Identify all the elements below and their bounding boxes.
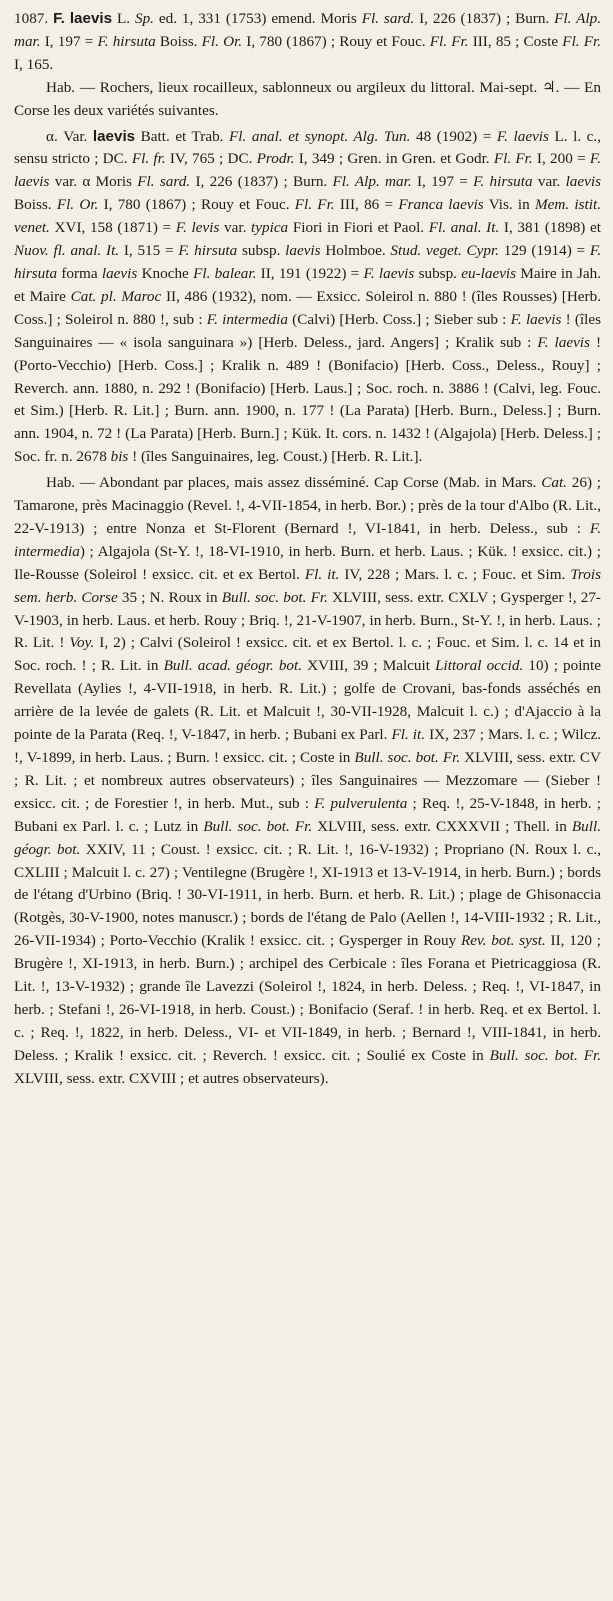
text-run: Bull. géogr. bot. xyxy=(14,817,601,858)
text-run: Fl. it. xyxy=(304,565,340,583)
text-run: Fl. anal. It. xyxy=(428,219,500,237)
text-run: I, 780 (1867) ; Rouy et Fouc. xyxy=(242,32,430,50)
text-run: Holmboe. xyxy=(320,242,391,260)
text-run: Vis. in xyxy=(483,196,535,214)
text-run: L. l. c., sensu stricto ; DC. xyxy=(14,127,602,168)
text-run: F. levis xyxy=(175,219,220,237)
text-run: I, 2) ; Calvi (Soleirol ! exsicc. cit. et ex Bertol. l. c. ; Fouc. et Sim. l. c. 14 et in Soc. roch. ! ; R. Lit. in xyxy=(14,634,602,675)
text-run: I, 349 ; Gren. in Gren. et Godr. xyxy=(294,150,494,168)
text-run: Stud. veget. Cypr. xyxy=(390,242,500,260)
text-run: laevis xyxy=(285,242,321,260)
text-run: 26) ; Tamarone, près Macinaggio (Revel. !, 4-VII-1854, in herb. Bor.) ; près de la tour d'Albo (R. Lit., 22-V-1913) ; entre Nonza et St-Florent (Bernard !, VI-1841, in herb. Deless., sub : xyxy=(14,474,601,537)
text-run: Bull. acad. géogr. bot. xyxy=(163,657,303,675)
text-run: laevis xyxy=(565,173,601,191)
text-run: F. intermedia xyxy=(206,310,288,328)
text-run: F. laevis xyxy=(363,264,415,282)
text-run: XVI, 158 (1871) = xyxy=(49,219,176,237)
variety-alpha-synonymy xyxy=(14,126,601,470)
text-run: Sp. xyxy=(134,10,154,27)
text-run: F. hirsuta xyxy=(473,173,533,191)
text-run: laevis xyxy=(101,264,138,282)
text-run: var. xyxy=(219,219,252,237)
text-run: III, 86 = xyxy=(334,196,399,214)
species-genus: F. xyxy=(53,10,65,27)
text-run: F. hirsuta xyxy=(14,242,601,282)
text-run: F. pulverulenta xyxy=(314,794,408,812)
text-run: Fl. anal. et synopt. Alg. Tun. xyxy=(229,127,411,145)
text-run: XLVIII, sess. extr. CXLV ; Gysperger !, 27-V-1903, in herb. Laus. et herb. Rouy ; Briq. !, 21-V-1907, in herb. Burn., St-Y. !, in herb. Laus. ; R. Lit. ! xyxy=(14,588,601,652)
text-run: ! (Porto-Vecchio) [Herb. Coss.] ; Kralik n. 489 ! (Bonifacio) [Herb. Coss., Deless., Rouy] ; Reverch. ann. 1880, n. 292 ! (Bonifacio) [Herb. Laus.] ; Soc. roch. n. 3886 ! (Calvi, leg. Fouc. et Sim.) [Herb. R. Lit.] ; Burn. ann. 1900, n. 177 ! (La Parata) [Herb. Burn., Deless.] ; Burn. ann. 1904, n. 72 ! (La Parata) [Herb. Burn.] ; Kük. It. cors. n. 1432 ! (Algajola) [Herb. Deless.] ; Soc. fr. n. 2678 xyxy=(14,333,602,466)
text-run: Fl. Fr. xyxy=(429,32,469,50)
text-run: F. hirsuta xyxy=(178,242,238,260)
text-run: Fl. Alp. mar. xyxy=(14,10,601,50)
text-run: ! (îles Sanguinaires, leg. Coust.) [Herb. R. Lit.]. xyxy=(128,448,423,466)
text-run: XLVIII, sess. extr. CV ; R. Lit. ; et nombreux autres observateurs) ; îles Sanguinaires — Mezzomare — (Sieber ! exsicc. cit. ; de Forestier !, in herb. Mut., sub : xyxy=(14,749,601,812)
text-run: forma xyxy=(57,264,102,282)
text-run: XLVIII, sess. extr. CXXXVII ; Thell. in xyxy=(312,817,572,835)
text-run: subsp. xyxy=(237,242,286,260)
text-run: XVIII, 39 ; Malcuit xyxy=(302,657,436,675)
text-run: Prodr. xyxy=(256,150,295,168)
text-run: IV, 228 ; Mars. l. c. ; Fouc. et Sim. xyxy=(339,565,571,583)
text-run: Fiori in Fiori et Paol. xyxy=(288,219,429,237)
text-run: I, 200 = xyxy=(532,150,590,168)
text-run: Cat. pl. Maroc xyxy=(70,287,162,305)
habitat-general xyxy=(14,77,601,123)
text-run: F. intermedia xyxy=(14,519,601,560)
text-run: Rev. bot. syst. xyxy=(461,932,546,950)
text-run: Fl. sard. xyxy=(361,10,415,27)
text-run: Fl. balear. xyxy=(193,264,257,282)
text-run: 129 (1914) = xyxy=(499,242,590,260)
text-run: typica xyxy=(251,219,289,237)
species-epithet: laevis xyxy=(69,10,113,27)
text-run: F. laevis xyxy=(537,333,590,351)
text-run: II, 486 (1932), nom. — Exsicc. Soleirol n. 880 ! (îles Rousses) [Herb. Coss.] ; Soleirol n. 880 !, sub : xyxy=(14,287,601,328)
text-run: 35 ; N. Roux in xyxy=(117,588,222,606)
text-run: Trois sem. herb. Corse xyxy=(14,565,602,606)
text-run: I, 197 = xyxy=(40,32,98,50)
text-run: Batt. et Trab. xyxy=(135,127,230,145)
text-run: (Calvi) [Herb. Coss.] ; Sieber sub : xyxy=(287,310,511,328)
text-run: F. laevis xyxy=(14,150,602,191)
text-run: II, 120 ; Brugère !, XI-1913, in herb. Burn.) ; archipel des Cerbicale : îles Forana et Pietricaggiosa (R. Lit. !, 13-V-1932) ; grande île Lavezzi (Soleirol !, 1824, in herb. Deless. ; Req. !, VI-1847, in herb. ; Stefani !, 26-VI-1918, in herb. Coust.) ; Bonifacio (Seraf. ! in herb. Req. et ex Bertol. l. c. ; Req. !, 1822, in herb. Deless., VI- et VII-1849, in herb. ; Bernard !, VIII-1841, in herb. Deless. ; Kralik ! exsicc. cit. ; Reverch. ! exsicc. cit. ; Soulié ex Coste in xyxy=(14,932,601,1064)
text-run: α. Var. xyxy=(46,127,93,145)
text-run: XLVIII, sess. extr. CXVIII ; et autres observateurs). xyxy=(14,1069,329,1087)
text-run: ; Req. !, 25-V-1848, in herb. ; Bubani ex Parl. l. c. ; Lutz in xyxy=(14,794,601,835)
text-run: Fl. sard. xyxy=(137,173,191,191)
text-run: Bull. soc. bot. Fr. xyxy=(221,588,328,606)
text-run: Cat. xyxy=(541,474,567,492)
text-run: Littoral occid. xyxy=(435,657,524,675)
text-run: Boiss. xyxy=(155,32,202,50)
species-entry xyxy=(14,8,601,77)
text-run: I, 165. xyxy=(14,55,54,73)
text-run: XXIV, 11 ; Coust. ! exsicc. cit. ; R. Lit. !, 16-V-1932) ; Propriano (N. Roux l. c., CXLIII ; Malcuit l. c. 27) ; Ventilegne (Brugère !, XI-1913 et 13-V-1914, in herb. Burn.) ; bords de l'étang d'Urbino (Briq. ! 30-VI-1911, in herb. Burn. et herb. R. Lit.) ; plage de Ghisonaccia (Rotgès, 30-V-1900, notes manuscr.) ; bords de l'étang de Palo (Aellen !, 14-VIII-1932 ; R. Lit., 26-VII-1934) ; Porto-Vecchio (Kralik ! exsicc. cit. ; Gysperger in Rouy xyxy=(14,840,602,950)
text-run: Voy. xyxy=(69,634,95,652)
text-run: Bull. soc. bot. Fr. xyxy=(203,817,313,835)
text-run: ed. 1, 331 (1753) emend. Moris xyxy=(153,10,362,27)
text-run: Fl. fr. xyxy=(131,150,166,168)
text-run: laevis xyxy=(92,127,136,145)
text-run: Fl. Or. xyxy=(56,196,99,214)
text-run: var. α Moris xyxy=(49,173,138,191)
text-run: III, 85 ; Coste xyxy=(468,32,563,50)
text-run: I, 226 (1837) ; Burn. xyxy=(190,173,333,191)
species-author: L. xyxy=(112,10,135,27)
text-run: 48 (1902) = xyxy=(410,127,497,145)
text-run: Hab. — Rochers, lieux rocailleux, sablonneux ou argileux du littoral. Mai-sept. ♃. — En Corse les deux variétés suivantes. xyxy=(14,78,601,119)
text-run: I, 780 (1867) ; Rouy et Fouc. xyxy=(98,196,295,214)
text-run: bis xyxy=(110,448,129,466)
entry-number: 1087. xyxy=(14,10,49,27)
text-run: IV, 765 ; DC. xyxy=(165,150,257,168)
text-run: subsp. xyxy=(414,264,462,282)
text-run: Fl. Fr. xyxy=(562,32,602,50)
text-run: F. hirsuta xyxy=(97,32,156,50)
text-run: II, 191 (1922) = xyxy=(256,264,364,282)
text-run: 10) ; pointe Revellata (Aylies !, 4-VII-1918, in herb. R. Lit.) ; golfe de Crovani, bas-fonds asséchés en arrière de la levée de galets (R. Lit. et Malcuit !, 30-VII-1928, Malcuit l. c.) ; d'Ajaccio à la pointe de la Parata (Req. !, V-1847, in herb. ; Bubani ex Parl. xyxy=(14,657,601,744)
text-run: I, 226 (1837) ; Burn. xyxy=(414,10,555,27)
text-run: Fl. it. xyxy=(391,726,426,744)
text-run: ) ; Algajola (St-Y. !, 18-VI-1910, in herb. Burn. et herb. Laus. ; Kük. ! exsicc. cit.) ; Ile-Rousse (Soleirol ! exsicc. cit. et ex Bertol. xyxy=(14,542,601,583)
text-run: Boiss. xyxy=(14,196,57,214)
text-run: ! (îles Sanguinaires — « isola sanguinara ») [Herb. Deless., jard. Angers] ; Kralik sub : xyxy=(14,310,602,351)
text-run: F. laevis xyxy=(510,310,562,328)
text-run: Knoche xyxy=(137,264,194,282)
text-run: Nuov. fl. anal. It. xyxy=(14,242,120,260)
text-run: Hab. — Abondant par places, mais assez disséminé. Cap Corse (Mab. in Mars. xyxy=(46,474,542,492)
text-run: IX, 237 ; Mars. l. c. ; Wilcz. !, V-1899, in herb. Laus. ; Burn. ! exsicc. cit. ; Coste in xyxy=(14,726,601,766)
text-run: eu-laevis xyxy=(461,264,517,282)
text-run: Franca laevis xyxy=(398,196,484,214)
text-run: Fl. Fr. xyxy=(493,150,533,168)
text-run: Fl. Alp. mar. xyxy=(332,173,412,191)
text-run: F. laevis xyxy=(496,127,549,145)
text-run: Maire in Jah. et Maire xyxy=(14,264,602,305)
text-run: var. xyxy=(532,173,566,191)
text-run: Bull. soc. bot. Fr. xyxy=(489,1046,601,1064)
text-run: Bull. soc. bot. Fr. xyxy=(354,749,461,766)
text-run: I, 197 = xyxy=(411,173,474,191)
habitat-variety-alpha xyxy=(14,472,601,1090)
text-run: Fl. Or. xyxy=(201,32,243,50)
text-run: I, 515 = xyxy=(119,242,179,260)
text-run: I, 381 (1898) et xyxy=(499,219,601,237)
text-run: Fl. Fr. xyxy=(294,196,335,214)
text-run: Mem. istit. venet. xyxy=(14,196,601,237)
